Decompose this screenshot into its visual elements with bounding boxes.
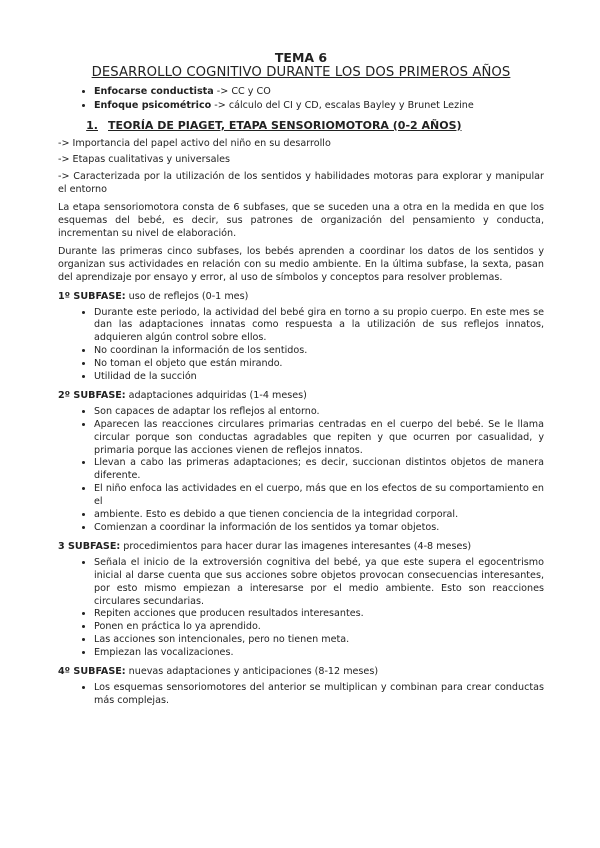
paragraph: La etapa sensoriomotora consta de 6 subfases, que se suceden una a otra en la medida en que los esquemas del bebé, es decir, sus patrones de organización del pensamiento y conducta, incrementan su nivel de elaboración. [58, 202, 544, 239]
subfase-list [58, 557, 544, 660]
intro-bold: Enfoque psicométrico [94, 99, 212, 111]
section-heading [58, 120, 544, 133]
list-item: • No toman el objeto que están mirando. [94, 358, 544, 371]
arrow-line: -> Importancia del papel activo del niño en su desarrollo [58, 137, 331, 149]
document-page [58, 52, 544, 710]
list-item: • No coordinan la información de los sentidos. [94, 345, 544, 358]
subfase-label: 3 SUBFASE: [58, 540, 121, 552]
subfase-heading [58, 541, 544, 554]
list-item: • Son capaces de adaptar los reflejos al entorno. [94, 406, 544, 419]
subfase-desc: adaptaciones adquiridas (1-4 meses) [125, 389, 307, 401]
list-item: • Los esquemas sensoriomotores del anterior se multiplican y combinan para crear conductas más complejas. [94, 682, 544, 708]
intro-list [58, 86, 544, 113]
list-item: • Aparecen las reacciones circulares primarias centradas en el cuerpo del bebé. Se le llama circular porque son conductas agradables que repiten y que ocurren por casualidad, y primaria porque las acciones vienen de reflejos innatos. [94, 419, 544, 458]
intro-bold: Enfocarse conductista [94, 85, 214, 97]
subfase-list [58, 406, 544, 535]
doc-title: TEMA 6 [274, 50, 328, 65]
list-item [94, 100, 544, 113]
doc-subtitle: DESARROLLO COGNITIVO DURANTE LOS DOS PRIMEROS AÑOS [91, 64, 511, 80]
paragraph: Durante las primeras cinco subfases, los bebés aprenden a coordinar los datos de los sentidos y organizan sus actividades en relación con su medio ambiente. En la última subfase, la sexta, pasan del aprendizaje por ensayo y error, al uso de símbolos y conceptos para resolver problemas. [58, 245, 544, 283]
subfase-label: 1º SUBFASE: [58, 290, 126, 302]
subfase-label: 4º SUBFASE: [58, 666, 126, 678]
subfase-desc: nuevas adaptaciones y anticipaciones (8-12 meses) [125, 666, 379, 678]
list-item: • El niño enfoca las actividades en el cuerpo, más que en los efectos de su comportamiento en el [94, 483, 544, 509]
list-item: • Comienzan a coordinar la información de los sentidos ya tomar objetos. [94, 522, 544, 535]
subfase-heading [58, 390, 544, 403]
list-item: • Llevan a cabo las primeras adaptaciones; es decir, succionan distintos objetos de manera diferente. [94, 457, 544, 483]
subfase-desc: uso de reflejos (0-1 mes) [125, 290, 249, 302]
arrow-line: -> Caracterizada por la utilización de los sentidos y habilidades motoras para explorar y manipular el entorno [58, 171, 544, 196]
list-item [94, 86, 544, 99]
list-item: • Ponen en práctica lo ya aprendido. [94, 621, 544, 634]
subfase-list [58, 307, 544, 384]
list-item: • ambiente. Esto es debido a que tienen conciencia de la integridad corporal. [94, 509, 544, 522]
intro-text: -> cálculo del CI y CD, escalas Bayley y Brunet Lezine [211, 99, 474, 111]
list-item: • Las acciones son intencionales, pero no tienen meta. [94, 634, 544, 647]
list-item: • Empiezan las vocalizaciones. [94, 647, 544, 660]
subfase-heading [58, 666, 544, 679]
subfase-label: 2º SUBFASE: [58, 389, 126, 401]
list-item: • Utilidad de la succión [94, 371, 544, 384]
intro-text: -> CC y CO [213, 85, 271, 97]
subfase-list [58, 682, 544, 708]
list-item: • Durante este periodo, la actividad del bebé gira en torno a su propio cuerpo. En este mes se dan las adaptaciones innatas como respuesta a la utilización de sus reflejos innatos, adquieren algún control sobre ellos. [94, 307, 544, 346]
list-item: • Señala el inicio de la extroversión cognitiva del bebé, ya que este supera el egocentrismo inicial al darse cuenta que sus acciones sobre objetos provocan consecuencias interesantes, por esto mismo empiezan a interesarse por el medio ambiente. Esto son reacciones circulares secundarias. [94, 557, 544, 609]
subfase-desc: procedimientos para hacer durar las imagenes interesantes (4-8 meses) [120, 540, 472, 552]
list-item: • Repiten acciones que producen resultados interesantes. [94, 608, 544, 621]
arrow-line: -> Etapas cualitativas y universales [58, 154, 231, 166]
subfase-heading [58, 291, 544, 304]
section-title: TEORÍA DE PIAGET, ETAPA SENSORIOMOTORA (0-2 AÑOS) [108, 118, 462, 132]
section-number: 1. [86, 118, 98, 132]
